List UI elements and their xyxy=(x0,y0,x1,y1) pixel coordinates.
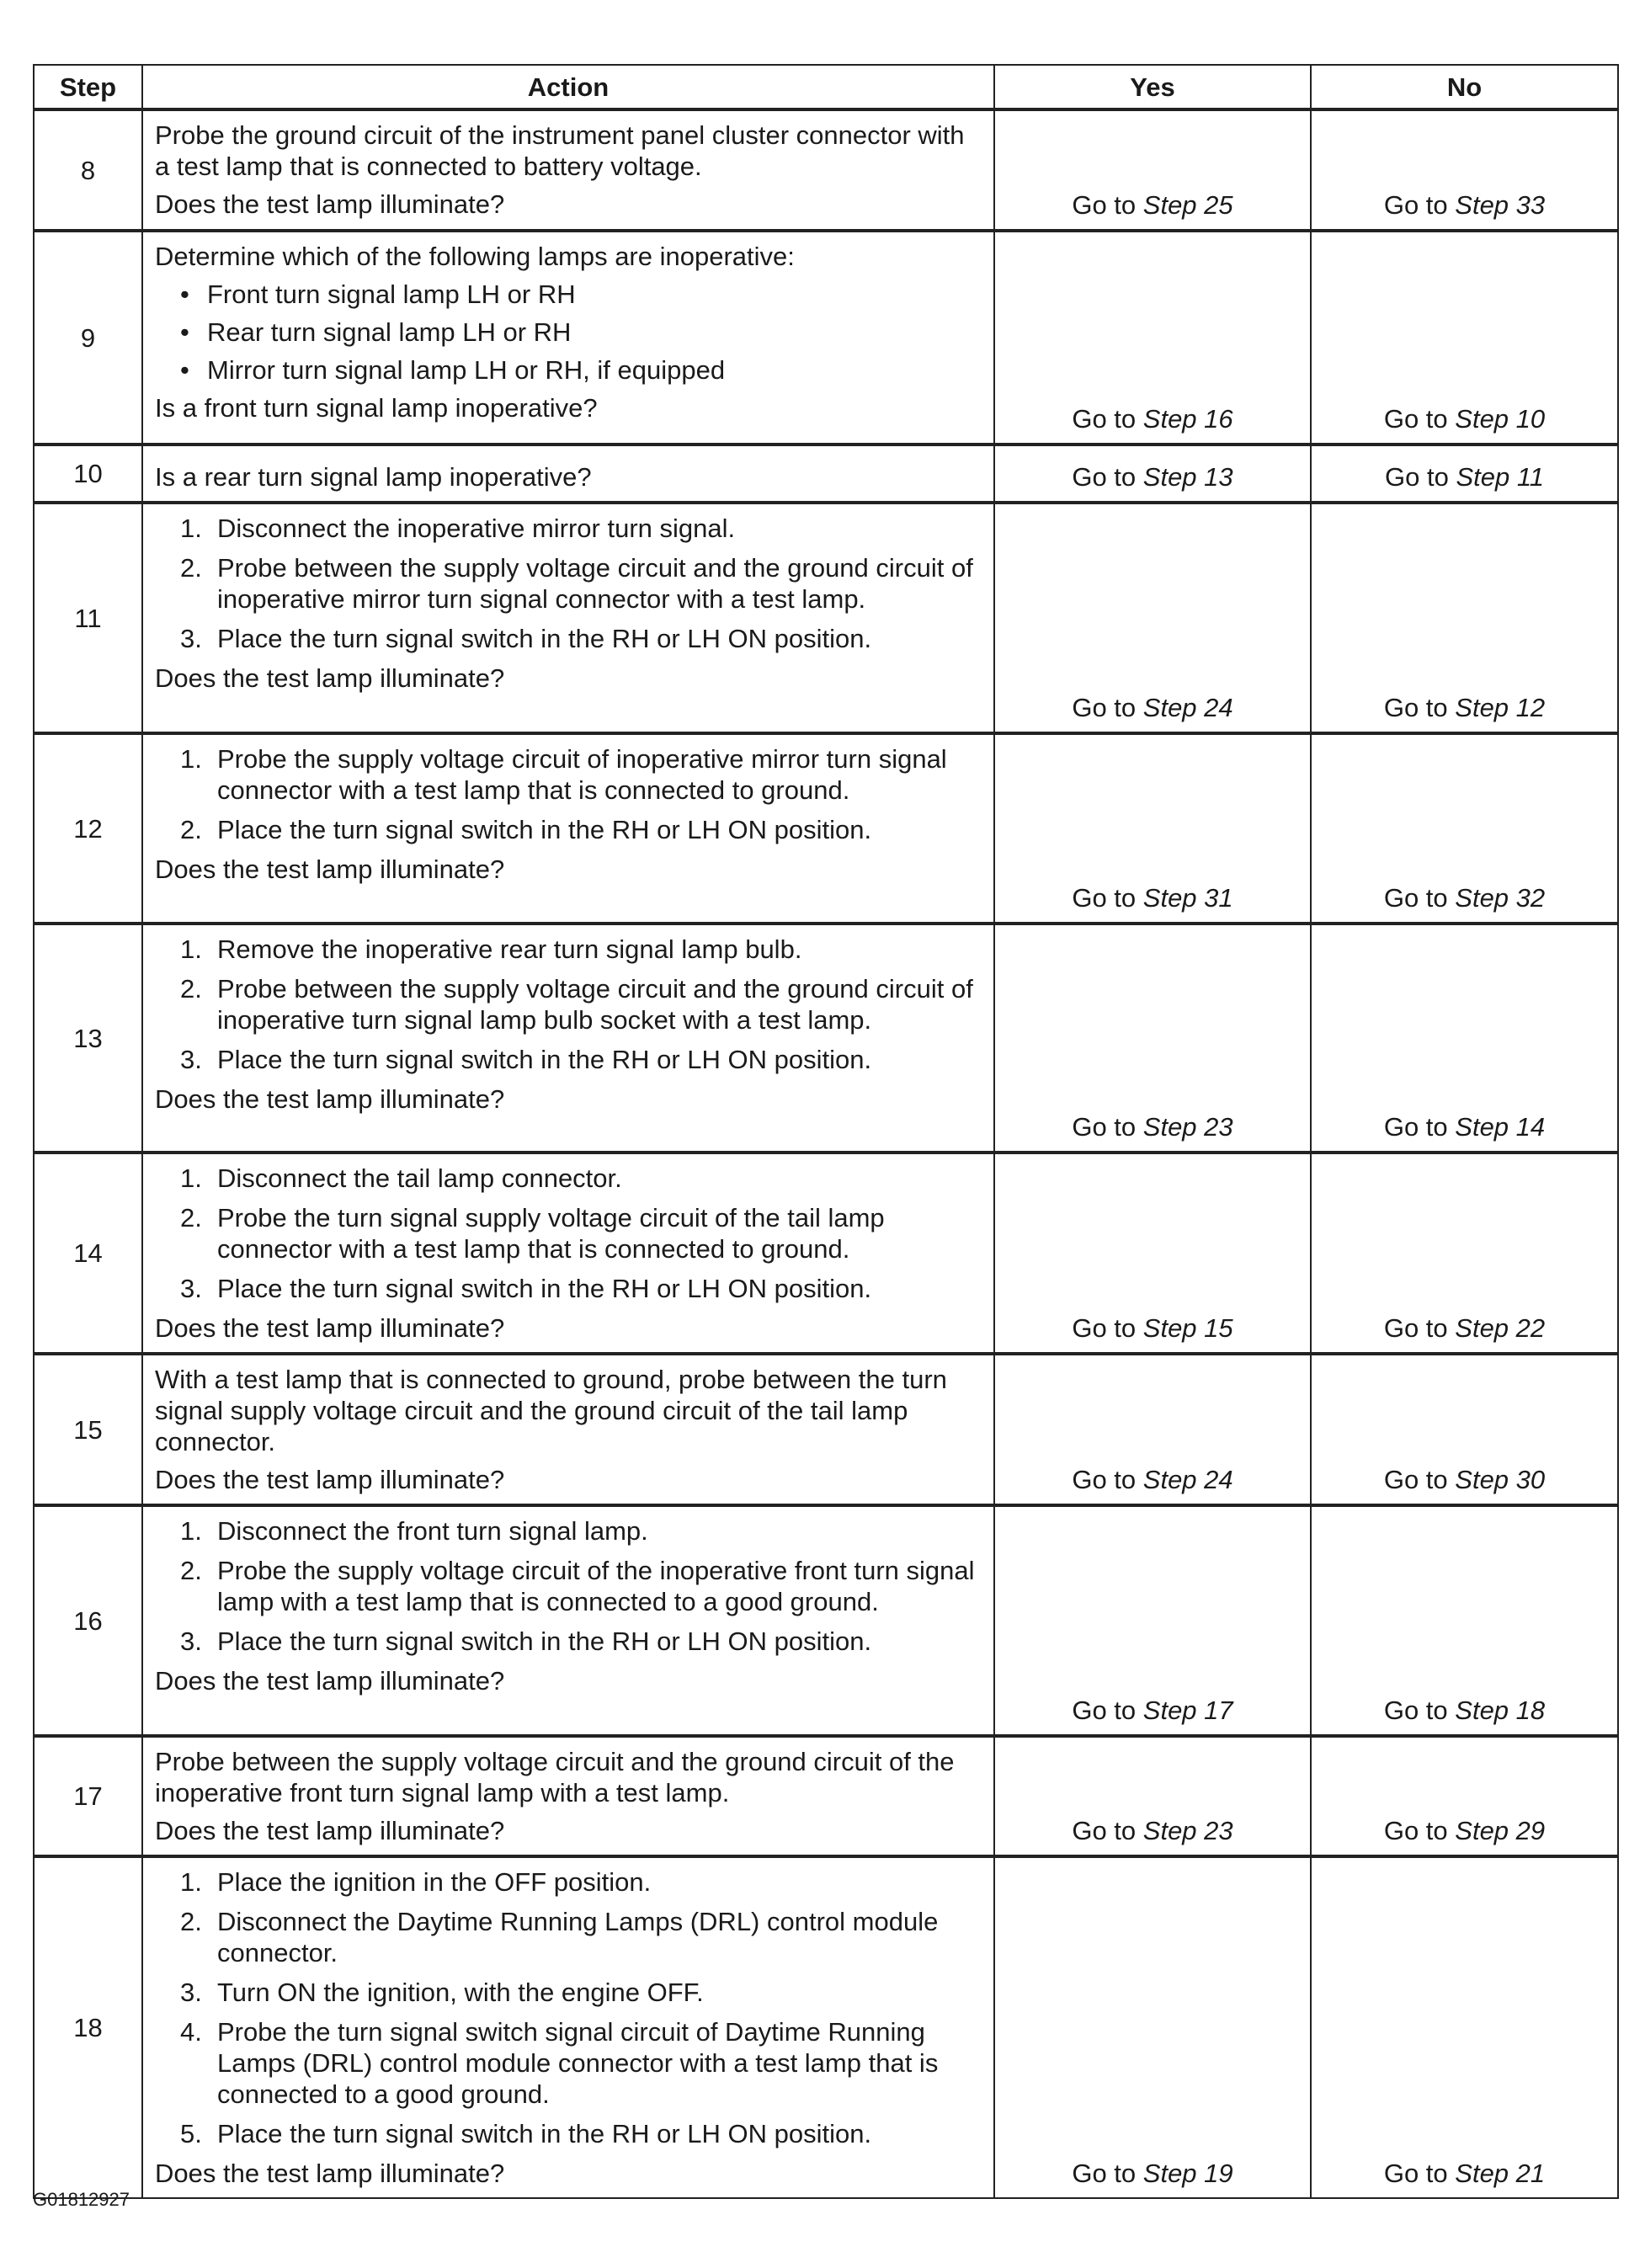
goto-prefix: Go to xyxy=(1384,462,1449,492)
numbered-item xyxy=(155,1044,983,1075)
question-text: Does the test lamp illuminate? xyxy=(155,1816,505,1845)
numbered-item xyxy=(155,1273,983,1304)
table-row xyxy=(34,924,1618,1153)
yes-cell xyxy=(994,1856,1311,2198)
no-cell xyxy=(1311,1153,1618,1354)
numbered-item xyxy=(155,1515,983,1547)
goto-step-link: Step 33 xyxy=(1455,190,1546,220)
item-text: Probe the turn signal supply voltage circuit of the tail lamp connector with a test lamp that is connected to ground. xyxy=(217,1203,885,1264)
action-cell xyxy=(142,1736,994,1856)
bullet-text: Front turn signal lamp LH or RH xyxy=(207,280,576,309)
goto-prefix: Go to xyxy=(1383,1313,1448,1343)
step-number: 16 xyxy=(34,1505,142,1736)
header-step: Step xyxy=(34,65,142,109)
yes-cell xyxy=(994,1354,1311,1505)
goto-step-link: Step 12 xyxy=(1455,693,1546,722)
no-cell xyxy=(1311,109,1618,231)
step-number: 9 xyxy=(34,231,142,445)
item-number: 5. xyxy=(180,2119,202,2148)
item-text: Place the turn signal switch in the RH or LH ON position. xyxy=(217,2119,872,2148)
numbered-item xyxy=(155,1163,983,1194)
question-text: Does the test lamp illuminate? xyxy=(155,1666,505,1696)
no-cell xyxy=(1311,1736,1618,1856)
item-number: 1. xyxy=(180,1867,202,1897)
step-number: 15 xyxy=(34,1354,142,1505)
step-number: 12 xyxy=(34,733,142,924)
goto-step-link: Step 31 xyxy=(1142,883,1233,913)
goto-prefix: Go to xyxy=(1072,1313,1137,1343)
bullet-item xyxy=(155,279,983,310)
goto-step-link: Step 15 xyxy=(1142,1313,1233,1343)
item-number: 3. xyxy=(180,1274,202,1303)
question-text: Is a front turn signal lamp inoperative? xyxy=(155,393,598,423)
no-cell xyxy=(1311,231,1618,445)
bullet-text: Rear turn signal lamp LH or RH xyxy=(207,317,572,347)
item-text: Probe between the supply voltage circuit and the ground circuit of inoperative mirror turn signal connector with a test lamp. xyxy=(217,553,973,614)
numbered-item xyxy=(155,1626,983,1657)
bullet-icon: • xyxy=(180,280,189,309)
question-text: Does the test lamp illuminate? xyxy=(155,1313,505,1343)
no-cell xyxy=(1311,1354,1618,1505)
item-number: 2. xyxy=(180,553,202,583)
numbered-item xyxy=(155,1866,983,1898)
item-text: Disconnect the Daytime Running Lamps (DRL) control module connector. xyxy=(217,1907,939,1967)
item-number: 1. xyxy=(180,1516,202,1546)
goto-step-link: Step 30 xyxy=(1455,1465,1546,1494)
goto-step-link: Step 25 xyxy=(1142,190,1233,220)
goto-prefix: Go to xyxy=(1072,883,1137,913)
table-row xyxy=(34,1354,1618,1505)
bullet-icon: • xyxy=(180,355,189,385)
goto-step-link: Step 19 xyxy=(1142,2159,1233,2188)
goto-prefix: Go to xyxy=(1072,404,1137,434)
item-number: 2. xyxy=(180,974,202,1004)
item-number: 2. xyxy=(180,1203,202,1232)
goto-step-link: Step 18 xyxy=(1455,1696,1546,1725)
goto-step-link: Step 24 xyxy=(1142,1465,1233,1494)
yes-cell xyxy=(994,1505,1311,1736)
numbered-item xyxy=(155,1906,983,1968)
item-number: 1. xyxy=(180,1163,202,1193)
step-number: 17 xyxy=(34,1736,142,1856)
item-number: 3. xyxy=(180,1626,202,1656)
bullet-item xyxy=(155,317,983,348)
item-number: 1. xyxy=(180,514,202,543)
no-cell xyxy=(1311,924,1618,1153)
numbered-item xyxy=(155,1202,983,1264)
action-cell xyxy=(142,1354,994,1505)
goto-step-link: Step 14 xyxy=(1455,1112,1546,1142)
action-cell xyxy=(142,1505,994,1736)
item-text: Place the turn signal switch in the RH or LH ON position. xyxy=(217,1626,872,1656)
table-row xyxy=(34,1856,1618,2198)
goto-prefix: Go to xyxy=(1072,1112,1137,1142)
table-row xyxy=(34,231,1618,445)
goto-step-link: Step 10 xyxy=(1455,404,1546,434)
item-text: Remove the inoperative rear turn signal lamp bulb. xyxy=(217,934,802,964)
no-cell xyxy=(1311,733,1618,924)
goto-prefix: Go to xyxy=(1383,883,1448,913)
bullet-icon: • xyxy=(180,317,189,347)
action-text: With a test lamp that is connected to ground, probe between the turn signal supply voltage circuit and the ground circuit of the tail lamp connector. xyxy=(155,1365,947,1456)
question-text: Does the test lamp illuminate? xyxy=(155,663,505,693)
item-text: Place the turn signal switch in the RH or LH ON position. xyxy=(217,1045,872,1074)
action-cell xyxy=(142,733,994,924)
goto-step-link: Step 17 xyxy=(1142,1696,1233,1725)
item-text: Turn ON the ignition, with the engine OFF. xyxy=(217,1978,704,2007)
step-number: 8 xyxy=(34,109,142,231)
action-cell xyxy=(142,445,994,503)
action-cell xyxy=(142,1153,994,1354)
item-number: 3. xyxy=(180,1045,202,1074)
goto-step-link: Step 11 xyxy=(1456,462,1545,492)
item-text: Probe between the supply voltage circuit and the ground circuit of inoperative turn signal lamp bulb socket with a test lamp. xyxy=(217,974,973,1035)
yes-cell xyxy=(994,503,1311,733)
goto-prefix: Go to xyxy=(1383,190,1448,220)
item-text: Probe the supply voltage circuit of inoperative mirror turn signal connector with a test lamp that is connected to ground. xyxy=(217,744,947,805)
item-number: 3. xyxy=(180,624,202,653)
numbered-item xyxy=(155,1555,983,1617)
goto-prefix: Go to xyxy=(1383,1696,1448,1725)
question-text: Is a rear turn signal lamp inoperative? xyxy=(155,462,592,492)
goto-prefix: Go to xyxy=(1383,1465,1448,1494)
no-cell xyxy=(1311,1856,1618,2198)
action-cell xyxy=(142,109,994,231)
goto-prefix: Go to xyxy=(1072,1696,1137,1725)
item-text: Disconnect the tail lamp connector. xyxy=(217,1163,622,1193)
yes-cell xyxy=(994,231,1311,445)
question-text: Does the test lamp illuminate? xyxy=(155,854,505,884)
table-row xyxy=(34,733,1618,924)
numbered-item xyxy=(155,814,983,845)
goto-prefix: Go to xyxy=(1383,2159,1448,2188)
goto-prefix: Go to xyxy=(1072,190,1137,220)
goto-prefix: Go to xyxy=(1383,693,1448,722)
no-cell xyxy=(1311,445,1618,503)
goto-prefix: Go to xyxy=(1072,1465,1137,1494)
item-number: 2. xyxy=(180,1907,202,1936)
goto-step-link: Step 16 xyxy=(1142,404,1233,434)
item-text: Probe the turn signal switch signal circuit of Daytime Running Lamps (DRL) control module connector with a test lamp that is connected to a good ground. xyxy=(217,2017,939,2109)
goto-step-link: Step 24 xyxy=(1142,693,1233,722)
item-text: Probe the supply voltage circuit of the inoperative front turn signal lamp with a test lamp that is connected to a good ground. xyxy=(217,1556,975,1616)
goto-prefix: Go to xyxy=(1072,693,1137,722)
bullet-text: Mirror turn signal lamp LH or RH, if equipped xyxy=(207,355,726,385)
action-text: Determine which of the following lamps are inoperative: xyxy=(155,242,795,271)
table-body xyxy=(34,109,1618,2198)
action-text: Probe between the supply voltage circuit and the ground circuit of the inoperative front turn signal lamp with a test lamp. xyxy=(155,1747,955,1807)
item-number: 4. xyxy=(180,2017,202,2047)
goto-step-link: Step 13 xyxy=(1142,462,1233,492)
item-number: 1. xyxy=(180,744,202,774)
table-row xyxy=(34,109,1618,231)
question-text: Does the test lamp illuminate? xyxy=(155,2159,505,2188)
item-text: Disconnect the inoperative mirror turn signal. xyxy=(217,514,736,543)
step-number: 11 xyxy=(34,503,142,733)
goto-prefix: Go to xyxy=(1383,1112,1448,1142)
step-number: 13 xyxy=(34,924,142,1153)
numbered-item xyxy=(155,552,983,615)
item-text: Disconnect the front turn signal lamp. xyxy=(217,1516,648,1546)
goto-step-link: Step 22 xyxy=(1455,1313,1546,1343)
question-text: Does the test lamp illuminate? xyxy=(155,1084,505,1114)
bullet-item xyxy=(155,354,983,386)
table-row xyxy=(34,503,1618,733)
item-text: Place the turn signal switch in the RH or LH ON position. xyxy=(217,815,872,844)
question-text: Does the test lamp illuminate? xyxy=(155,1465,505,1494)
yes-cell xyxy=(994,445,1311,503)
item-number: 2. xyxy=(180,1556,202,1585)
goto-step-link: Step 23 xyxy=(1142,1816,1233,1845)
action-cell xyxy=(142,924,994,1153)
goto-step-link: Step 32 xyxy=(1455,883,1546,913)
item-text: Place the ignition in the OFF position. xyxy=(217,1867,652,1897)
numbered-item xyxy=(155,934,983,965)
question-text: Does the test lamp illuminate? xyxy=(155,189,505,219)
figure-code: G01812927 xyxy=(33,2189,130,2210)
table-row xyxy=(34,445,1618,503)
item-text: Place the turn signal switch in the RH or LH ON position. xyxy=(217,1274,872,1303)
action-cell xyxy=(142,1856,994,2198)
diagnostic-table xyxy=(33,64,1619,2199)
header-action: Action xyxy=(142,65,994,109)
goto-prefix: Go to xyxy=(1072,2159,1137,2188)
item-number: 1. xyxy=(180,934,202,964)
numbered-item xyxy=(155,623,983,654)
yes-cell xyxy=(994,1153,1311,1354)
no-cell xyxy=(1311,503,1618,733)
numbered-item xyxy=(155,743,983,806)
action-cell xyxy=(142,231,994,445)
goto-prefix: Go to xyxy=(1383,404,1448,434)
yes-cell xyxy=(994,1736,1311,1856)
numbered-item xyxy=(155,2118,983,2149)
numbered-item xyxy=(155,1977,983,2008)
goto-prefix: Go to xyxy=(1072,462,1137,492)
goto-prefix: Go to xyxy=(1072,1816,1137,1845)
item-number: 3. xyxy=(180,1978,202,2007)
numbered-item xyxy=(155,973,983,1036)
item-number: 2. xyxy=(180,815,202,844)
header-row xyxy=(34,65,1618,109)
goto-step-link: Step 21 xyxy=(1455,2159,1546,2188)
action-cell xyxy=(142,503,994,733)
goto-step-link: Step 29 xyxy=(1455,1816,1546,1845)
no-cell xyxy=(1311,1505,1618,1736)
goto-step-link: Step 23 xyxy=(1142,1112,1233,1142)
step-number: 10 xyxy=(34,445,142,503)
step-number: 18 xyxy=(34,1856,142,2198)
table-row xyxy=(34,1153,1618,1354)
yes-cell xyxy=(994,924,1311,1153)
table-row xyxy=(34,1736,1618,1856)
step-number: 14 xyxy=(34,1153,142,1354)
yes-cell xyxy=(994,109,1311,231)
yes-cell xyxy=(994,733,1311,924)
action-text: Probe the ground circuit of the instrument panel cluster connector with a test lamp that is connected to battery voltage. xyxy=(155,120,965,181)
numbered-item xyxy=(155,513,983,544)
table-row xyxy=(34,1505,1618,1736)
goto-prefix: Go to xyxy=(1383,1816,1448,1845)
numbered-item xyxy=(155,2016,983,2110)
header-no: No xyxy=(1311,65,1618,109)
header-yes: Yes xyxy=(994,65,1311,109)
item-text: Place the turn signal switch in the RH or LH ON position. xyxy=(217,624,872,653)
